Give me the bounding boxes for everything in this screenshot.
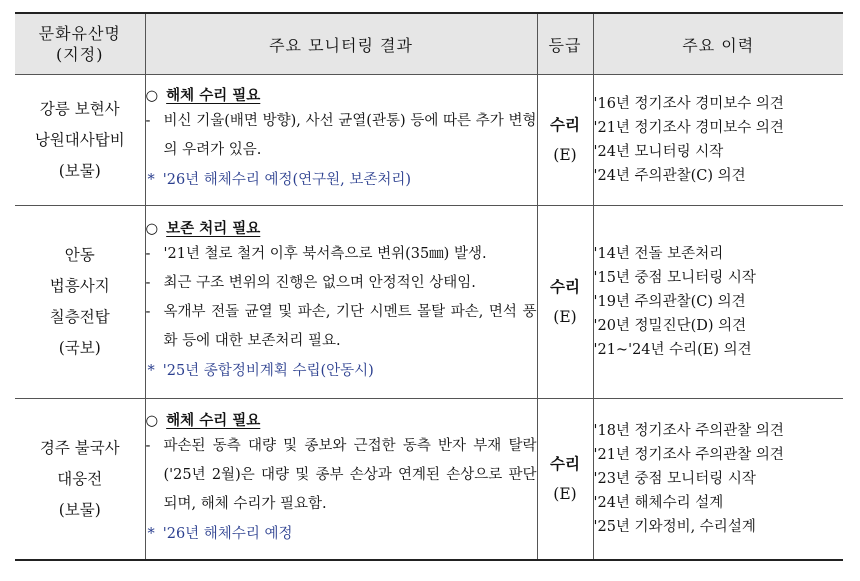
history-item: '21년 정기조사 경미보수 의견 bbox=[593, 120, 784, 136]
history-item: '24년 모니터링 시작 bbox=[593, 144, 724, 160]
monitoring-results-cell bbox=[145, 75, 537, 206]
monitoring-results-cell bbox=[145, 206, 537, 399]
result-note: * '25년 종합정비계획 수립(안동시) bbox=[147, 363, 374, 379]
result-heading: ○ 보존 처리 필요 bbox=[145, 220, 261, 237]
result-bullet: - 최근 구조 변위의 진행은 없으며 안정적인 상태임. bbox=[145, 275, 476, 291]
monitoring-results-cell bbox=[145, 399, 537, 561]
monitoring-table bbox=[15, 12, 843, 561]
header-heritage: 문화유산명 (지정) bbox=[15, 13, 145, 75]
history-cell bbox=[593, 206, 843, 399]
history-item: '24년 해체수리 설계 bbox=[593, 495, 724, 511]
grade-cell: 수리 (E) bbox=[537, 75, 593, 206]
history-item: '23년 중점 모니터링 시작 bbox=[593, 471, 756, 487]
heritage-name-cell: 경주 불국사 대웅전 (보물) bbox=[15, 399, 145, 561]
header-row bbox=[15, 13, 843, 75]
history-item: '18년 정기조사 주의관찰 의견 bbox=[593, 423, 784, 439]
result-bullet: - 파손된 동측 대량 및 종보와 근접한 동측 반자 부재 탈락('25년 2월)은 대량 및 종부 손상과 연계된 손상으로 판단되며, 해체 수리가 필요함. bbox=[145, 437, 537, 512]
result-heading: ○ 해체 수리 필요 bbox=[145, 87, 261, 104]
table-row bbox=[15, 75, 843, 206]
header-grade: 등급 bbox=[537, 13, 593, 75]
header-history: 주요 이력 bbox=[593, 13, 843, 75]
grade-cell: 수리 (E) bbox=[537, 206, 593, 399]
history-item: '24년 주의관찰(C) 의견 bbox=[593, 168, 746, 184]
history-item: '21~'24년 수리(E) 의견 bbox=[593, 342, 752, 358]
result-bullet: - '21년 철로 철거 이후 북서측으로 변위(35㎜) 발생. bbox=[145, 246, 487, 262]
result-bullet: - 옥개부 전돌 균열 및 파손, 기단 시멘트 몰탈 파손, 면석 풍화 등에 대한 보존처리 필요. bbox=[145, 304, 537, 349]
result-heading: ○ 해체 수리 필요 bbox=[145, 411, 261, 429]
history-item: '16년 정기조사 경미보수 의견 bbox=[593, 96, 784, 112]
heritage-name-cell: 안동 법흥사지 칠층전탑 (국보) bbox=[15, 206, 145, 399]
history-cell bbox=[593, 75, 843, 206]
table-row bbox=[15, 206, 843, 399]
history-item: '20년 정밀진단(D) 의견 bbox=[593, 318, 747, 334]
result-note: * '26년 해체수리 예정(연구원, 보존처리) bbox=[147, 172, 412, 188]
history-cell bbox=[593, 399, 843, 561]
grade-cell: 수리 (E) bbox=[537, 399, 593, 561]
history-item: '15년 중점 모니터링 시작 bbox=[593, 270, 756, 286]
result-note: * '26년 해체수리 예정 bbox=[147, 525, 293, 542]
heritage-name-cell: 강릉 보현사 낭원대사탑비 (보물) bbox=[15, 75, 145, 206]
history-item: '19년 주의관찰(C) 의견 bbox=[593, 294, 746, 310]
history-item: '25년 기와정비, 수리설계 bbox=[593, 519, 756, 535]
history-item: '14년 전돌 보존처리 bbox=[593, 246, 724, 262]
history-item: '21년 정기조사 주의관찰 의견 bbox=[593, 447, 784, 463]
result-bullet: - 비신 기울(배면 방향), 사선 균열(관통) 등에 따른 추가 변형의 우려가 있음. bbox=[145, 113, 537, 158]
table-row bbox=[15, 399, 843, 561]
header-results: 주요 모니터링 결과 bbox=[145, 13, 537, 75]
